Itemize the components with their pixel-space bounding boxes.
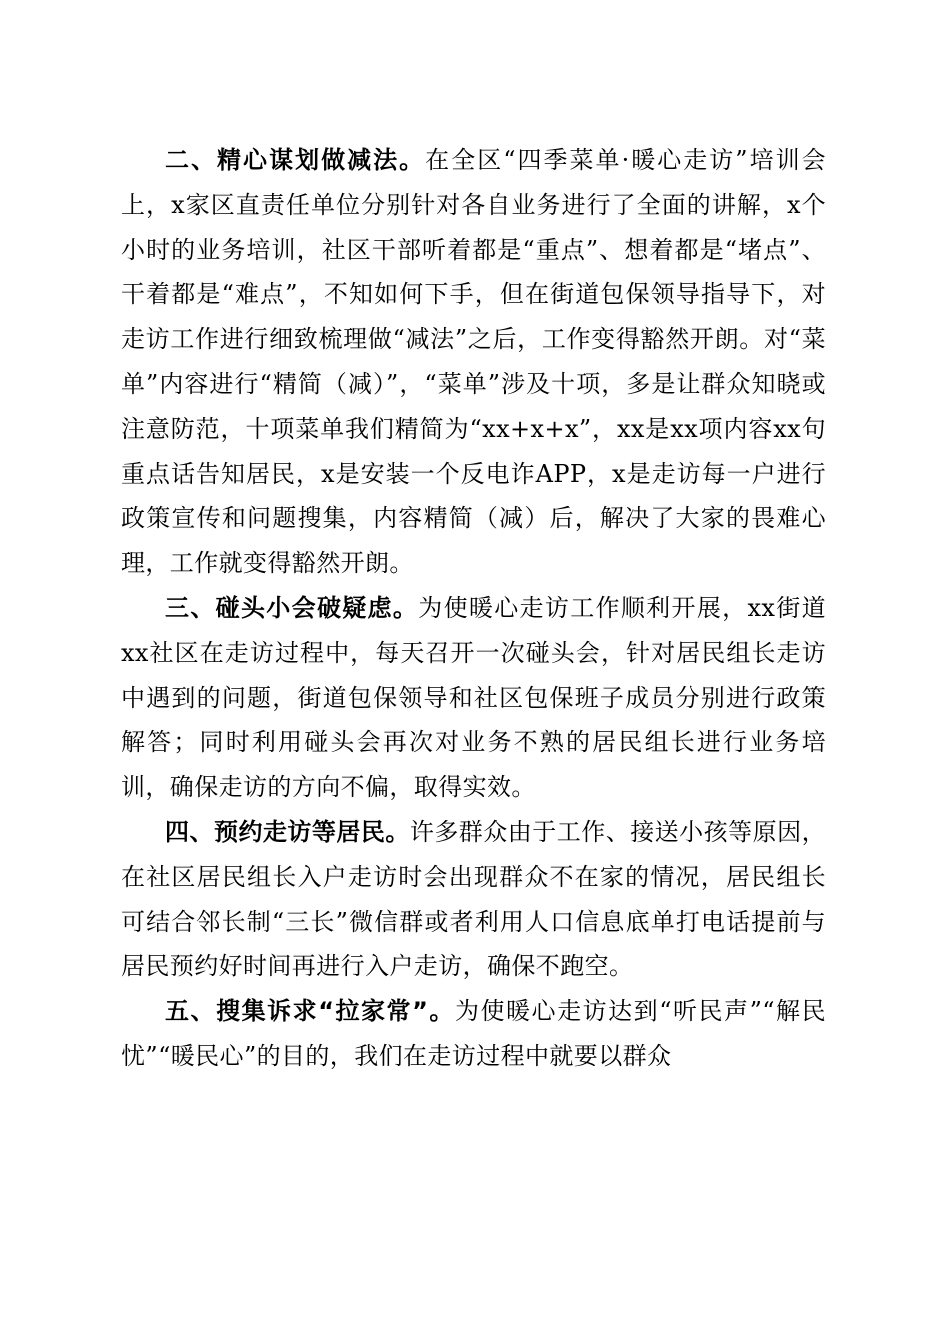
section-text-3: 为使暖心走访工作顺利开展，xx街道xx社区在走访过程中，每天召开一次碰头会，针对居民组长走访中遇到的问题，街道包保领导和社区包保班子成员分别进行政策解答；同时利用碰头会再次对业务不熟的居民组长进行业务培训，确保走访的方向不偏，取得实效。 xyxy=(121,593,826,802)
paragraph-5 xyxy=(121,989,826,1079)
section-heading-4: 四、预约走访等居民。 xyxy=(165,817,410,846)
section-text-4: 许多群众由于工作、接送小孩等原因，在社区居民组长入户走访时会出现群众不在家的情况，居民组长可结合邻长制“三长”微信群或者利用人口信息底单打电话提前与居民预约好时间再进行入户走访，确保不跑空。 xyxy=(121,817,826,981)
section-heading-2: 二、精心谋划做减法。 xyxy=(165,146,426,174)
section-text-5: 为使暖心走访达到“听民声”“解民忧”“暖民心”的目的，我们在走访过程中就要以群众 xyxy=(121,997,826,1070)
paragraph-3 xyxy=(121,586,826,810)
paragraph-2 xyxy=(121,138,826,586)
paragraph-4 xyxy=(121,810,826,989)
section-heading-3: 三、碰头小会破疑虑。 xyxy=(165,593,419,622)
section-heading-5: 五、搜集诉求“拉家常”。 xyxy=(165,997,455,1026)
document-body xyxy=(121,138,826,1079)
section-text-2: 在全区“四季菜单·暖心走访”培训会上，x家区直责任单位分别针对各自业务进行了全面的讲解，x个小时的业务培训，社区干部听着都是“重点”、想着都是“堵点”、干着都是“难点”，不知如何下手，但在街道包保领导指导下，对走访工作进行细致梳理做“减法”之后，工作变得豁然开朗。对“菜单”内容进行“精简（减）”，“菜单”涉及十项，多是让群众知晓或注意防范，十项菜单我们精简为“xx+x+x”，xx是xx项内容xx句重点话告知居民，x是安装一个反电诈APP，x是走访每一户进行政策宣传和问题搜集，内容精简（减）后，解决了大家的畏难心理，工作就变得豁然开朗。 xyxy=(121,146,827,578)
